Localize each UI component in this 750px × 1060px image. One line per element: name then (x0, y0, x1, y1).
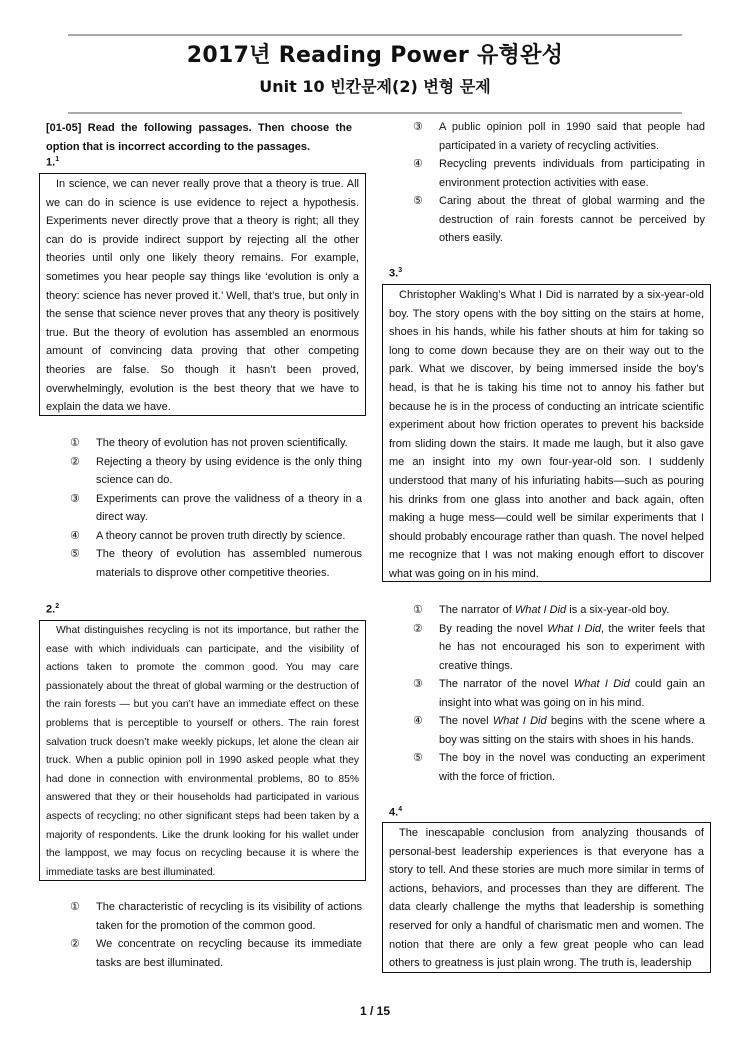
option-number: ③ (413, 121, 423, 133)
option-text: , the writer feels that he has not encouraged his son to experiment with creative things. (439, 622, 705, 672)
option[interactable] (70, 898, 362, 935)
option-text: Caring about the threat of global warming and the destruction of rain forests cannot be perceived by others easily. (439, 195, 705, 244)
book-title: What I Did (547, 622, 602, 635)
option-number: ③ (70, 492, 80, 505)
options-2-continued (413, 118, 705, 248)
question-3-number: 3.$^3$ (389, 267, 403, 280)
options-2 (70, 898, 362, 972)
question-2-number: 2.$^2$ (46, 603, 60, 616)
option-number: ② (413, 622, 423, 635)
option-number: ④ (413, 158, 423, 170)
option-text: We concentrate on recycling because its immediate tasks are best illuminated. (96, 938, 362, 969)
option-text: Rejecting a theory by using evidence is the only thing science can do. (96, 455, 362, 486)
option-text: A public opinion poll in 1990 said that people had participated in a variety of recycling activities. (439, 121, 705, 152)
option-text: The narrator of the novel (439, 678, 574, 690)
option-text: The theory of evolution has not proven scientifically. (96, 437, 348, 449)
option[interactable] (413, 601, 705, 620)
option[interactable] (413, 712, 705, 749)
page-title: 2017년 Reading Power 유형완성 (186, 43, 564, 68)
passage-1 (39, 173, 366, 416)
book-title: What I Did (514, 604, 567, 616)
option-text: The boy in the novel was conducting an experiment with the force of friction. (439, 752, 705, 783)
option-text: A theory cannot be proven truth directly by science. (96, 529, 346, 542)
option-text: By reading the novel (439, 622, 548, 635)
question-4-number: 4.$^4$ (389, 806, 403, 819)
book-title: What I Did (492, 715, 547, 727)
passage-text: What distinguishes recycling is not its importance, but rather the ease with which individuals can participate, and the visibility of actions taken to promote the common good. You may care passionately about the threat of global warming or the destruction of the rain forests — but you can’t have an immediate effect on these problems that is perceptible to yourself or others. The rain forest salvation truck doesn’t make weekly pickups, let alone the clean air truck. When a public opinion poll in 1990 asked people what they had done in connection with environmental problems, 80 to 85% answered that they or their households had participated in various aspects of recycling; no other significant steps had been taken by a majority of respondents. Like the drunk looking for his wallet under the lamppost, we may focus on recycling because it is where the immediate tasks are best illuminated. (46, 625, 359, 878)
option-number: ④ (413, 715, 423, 727)
option-text: The theory of evolution has assembled numerous materials to disprove other competitive theories. (96, 548, 362, 579)
option-text: is a six-year-old boy. (566, 604, 670, 616)
passage-text: In science, we can never really prove that a theory is true. All we can do in science is use evidence to reject a hypothesis. Experiments never directly prove that a theory is right; all they can do is provide indirect support by rejecting all the other theories until only one likely theory remains. For example, sometimes you hear people say things like ‘evolution is only a theory: science has never proved it.’ Well, that’s true, but only in the sense that science never proves that any theory is positively true. But the theory of evolution has assembled an enormous amount of convincing data proving that other competing theories are false. So though it hasn’t been proved, overwhelmingly, evolution is the best theory that we have to explain the data we have. (46, 178, 359, 414)
option-text: begins with the scene where a boy was sitting on the stairs with shoes in his hands. (439, 715, 705, 746)
instructions: [01-05] Read the following passages. Then choose the option that is incorrect according to the passages. (46, 122, 352, 153)
option-text: The characteristic of recycling is its visibility of actions taken for the promotion of the common good. (96, 901, 362, 932)
header-bottom-rule (68, 112, 682, 114)
options-1 (70, 434, 362, 582)
option[interactable] (70, 527, 362, 546)
footnote-ref: 2 (55, 603, 60, 610)
option-text: could gain an insight into what was going on in his mind. (439, 678, 705, 709)
option[interactable] (70, 453, 362, 490)
option-text: Experiments can prove the validness of a theory in a direct way. (96, 492, 362, 523)
option[interactable] (413, 675, 705, 712)
question-1-number: 1.$^1$ (46, 156, 60, 169)
option[interactable] (413, 749, 705, 786)
page-subtitle: Unit 10 빈칸문제(2) 변형 문제 (259, 77, 491, 96)
option[interactable] (70, 545, 362, 582)
footnote-ref: 4 (398, 806, 403, 813)
option-number: ⑤ (70, 548, 80, 560)
option[interactable] (70, 935, 362, 972)
header-top-rule (68, 34, 682, 36)
option-text: The narrator of (439, 604, 515, 616)
option[interactable] (70, 434, 362, 453)
option-number: ② (70, 938, 80, 950)
page-number: 1 / 15 (359, 1004, 391, 1018)
passage-4 (382, 822, 711, 973)
option[interactable] (413, 155, 705, 192)
option-number: ① (70, 901, 80, 913)
option-text: The novel (439, 715, 493, 727)
option-number: ① (70, 437, 80, 449)
footnote-ref: 3 (398, 267, 403, 274)
option-number: ④ (70, 529, 80, 542)
passage-text: The inescapable conclusion from analyzing thousands of personal-best leadership experiences is that everyone has a story to tell. And these stories are much more similar in terms of actions, behaviors, and processes than they are different. The data clearly challenge the myths that leadership is something reserved for only a handful of charismatic men and women. The notion that there are only a few great people who can lead others to greatness is just plain wrong. The truth is, leadership (389, 827, 704, 970)
option-text: Recycling prevents individuals from participating in environment protection activities with ease. (439, 158, 705, 189)
option-number: ① (413, 604, 423, 616)
options-3 (413, 601, 705, 786)
footnote-ref: 1 (55, 156, 60, 163)
option-number: ⑤ (413, 752, 423, 764)
option-number: ⑤ (413, 195, 423, 207)
option[interactable] (413, 620, 705, 676)
option-number: ② (70, 455, 80, 468)
passage-2 (39, 620, 366, 881)
book-title: What I Did (573, 678, 630, 690)
passage-text: Christopher Wakling’s What I Did is narrated by a six-year-old boy. The story opens with the boy sitting on the stairs at home, shoes in his hands, while his father shouts at him for taking so long to come down because they are on their way out to the park. What we discover, by being immersed inside the boy’s head, is that he is taking his time not to annoy his father but because he is in the process of conducting an intricate scientific experiment about how friction operates to prevent his backside from sliding down the stairs. It made me laugh, but it also gave me an insight into my own four-year-old son. I suddenly understood that many of his infuriating habits—such as pouring his drinks from one glass into another and back again, often making a huge mess—could well be similar experiments that I should probably encourage rather than quash. The novel helped me recognize that I was not making enough effort to discover what was going on in his mind. (389, 289, 704, 580)
option-number: ③ (413, 678, 423, 690)
option[interactable] (70, 490, 362, 527)
passage-3 (382, 284, 711, 582)
option[interactable] (413, 118, 705, 155)
option[interactable] (413, 192, 705, 248)
